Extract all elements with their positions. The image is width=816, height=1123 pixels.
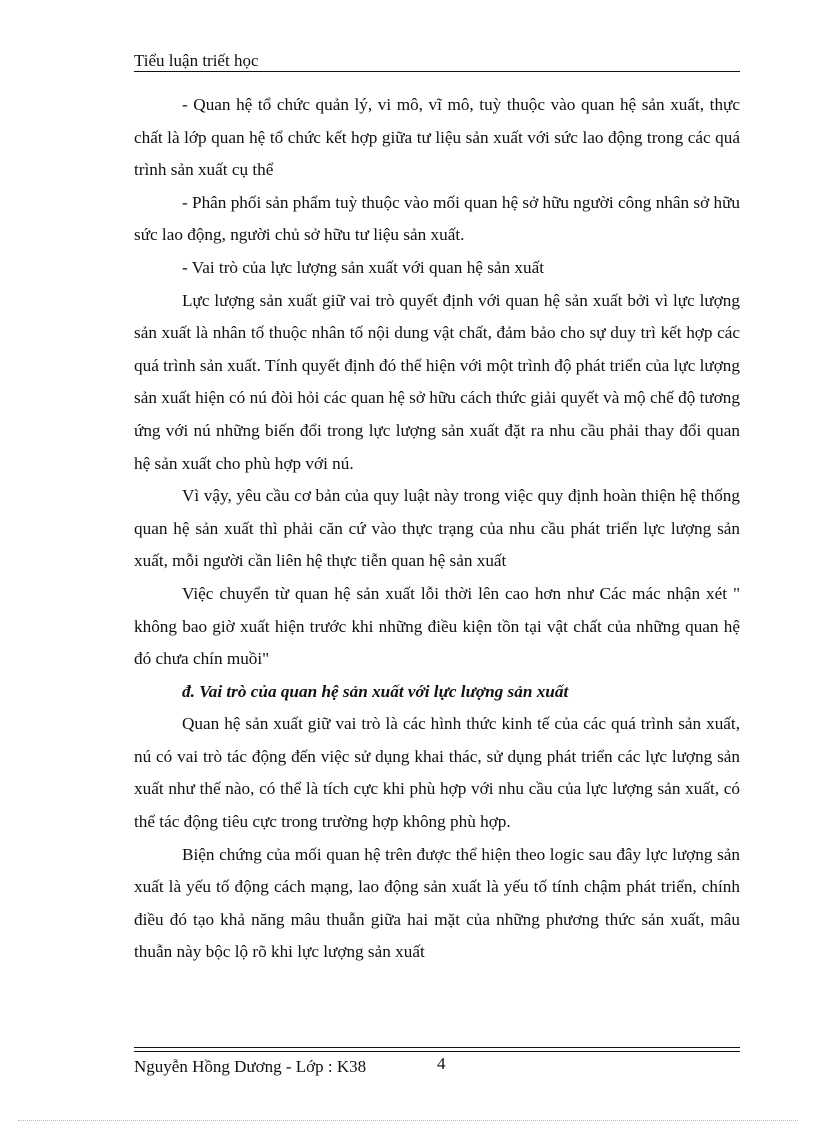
page-header-title: Tiểu luận triết học xyxy=(134,51,259,70)
paragraph-7: Quan hệ sản xuất giữ vai trò là các hình thức kinh tế của các quá trình sản xuất, nú có vai trò tác động đến việc sử dụng khai thác, sử dụng phát triển các lực lượng sản xuất như thế nào, có thể là tích cực khi phù hợp với nhu cầu của lực lượng sản xuất, có thể tác động tiêu cực trong trường hợp không phù hợp. xyxy=(134,714,740,832)
paragraph-3: - Vai trò của lực lượng sản xuất với quan hệ sản xuất xyxy=(182,257,545,277)
paragraph-4: Lực lượng sản xuất giữ vai trò quyết định với quan hệ sản xuất bởi vì lực lượng sản xuất là nhân tố thuộc nhân tố nội dung vật chất, đảm bảo cho sự duy trì kết hợp các quá trình sản xuất. Tính quyết định đó thể hiện với một trình độ phát triển của lực lượng sản xuất hiện có nú đòi hỏi các quan hệ sở hữu cách thức giải quyết và mộ chế độ tương ứng với nú những biến đổi trong lực lượng sản xuất đặt ra nhu cầu phải thay đổi quan hệ sản xuất cho phù hợp với nú. xyxy=(134,290,740,473)
footer-author: Nguyễn Hồng Dương - Lớp : K38 xyxy=(134,1057,367,1076)
page-edge-divider xyxy=(18,1120,798,1121)
paragraph-6: Việc chuyển từ quan hệ sản xuất lỗi thời lên cao hơn như Các mác nhận xét " không bao giờ xuất hiện trước khi những điều kiện tồn tại vật chất của những quan hệ đó chưa chín muồi" xyxy=(134,583,740,669)
paragraph-8: Biện chứng của mối quan hệ trên được thể hiện theo logic sau đây lực lượng sản xuất là yếu tố động cách mạng, lao động sản xuất là yếu tố tính chậm phát triển, chính điều đó tạo khả năng mâu thuẫn giữa hai mặt của những phương thức sản xuất, mâu thuẫn này bộc lộ rõ khi lực lượng sản xuất xyxy=(134,844,740,962)
document-body xyxy=(134,89,740,969)
page-number: 4 xyxy=(437,1054,446,1073)
paragraph-2: - Phân phối sản phẩm tuỳ thuộc vào mối quan hệ sở hữu người công nhân sở hữu sức lao động, người chủ sở hữu tư liệu sản xuất. xyxy=(134,192,740,245)
header-rule xyxy=(134,71,740,72)
paragraph-5: Vì vậy, yêu cầu cơ bản của quy luật này trong việc quy định hoàn thiện hệ thống quan hệ sản xuất thì phải căn cứ vào thực trạng của nhu cầu phát triển lực lượng sản xuất, mỗi người cần liên hệ thực tiễn quan hệ sản xuất xyxy=(134,486,740,571)
paragraph-1: - Quan hệ tổ chức quản lý, vi mô, vĩ mô, tuỳ thuộc vào quan hệ sản xuất, thực chất là lớp quan hệ tổ chức kết hợp giữa tư liệu sản xuất với sức lao động trong các quá trình sản xuất cụ thể xyxy=(134,95,740,180)
footer-rule xyxy=(134,1047,740,1052)
section-heading: đ. Vai trò của quan hệ sản xuất với lực lượng sản xuất xyxy=(182,681,569,701)
